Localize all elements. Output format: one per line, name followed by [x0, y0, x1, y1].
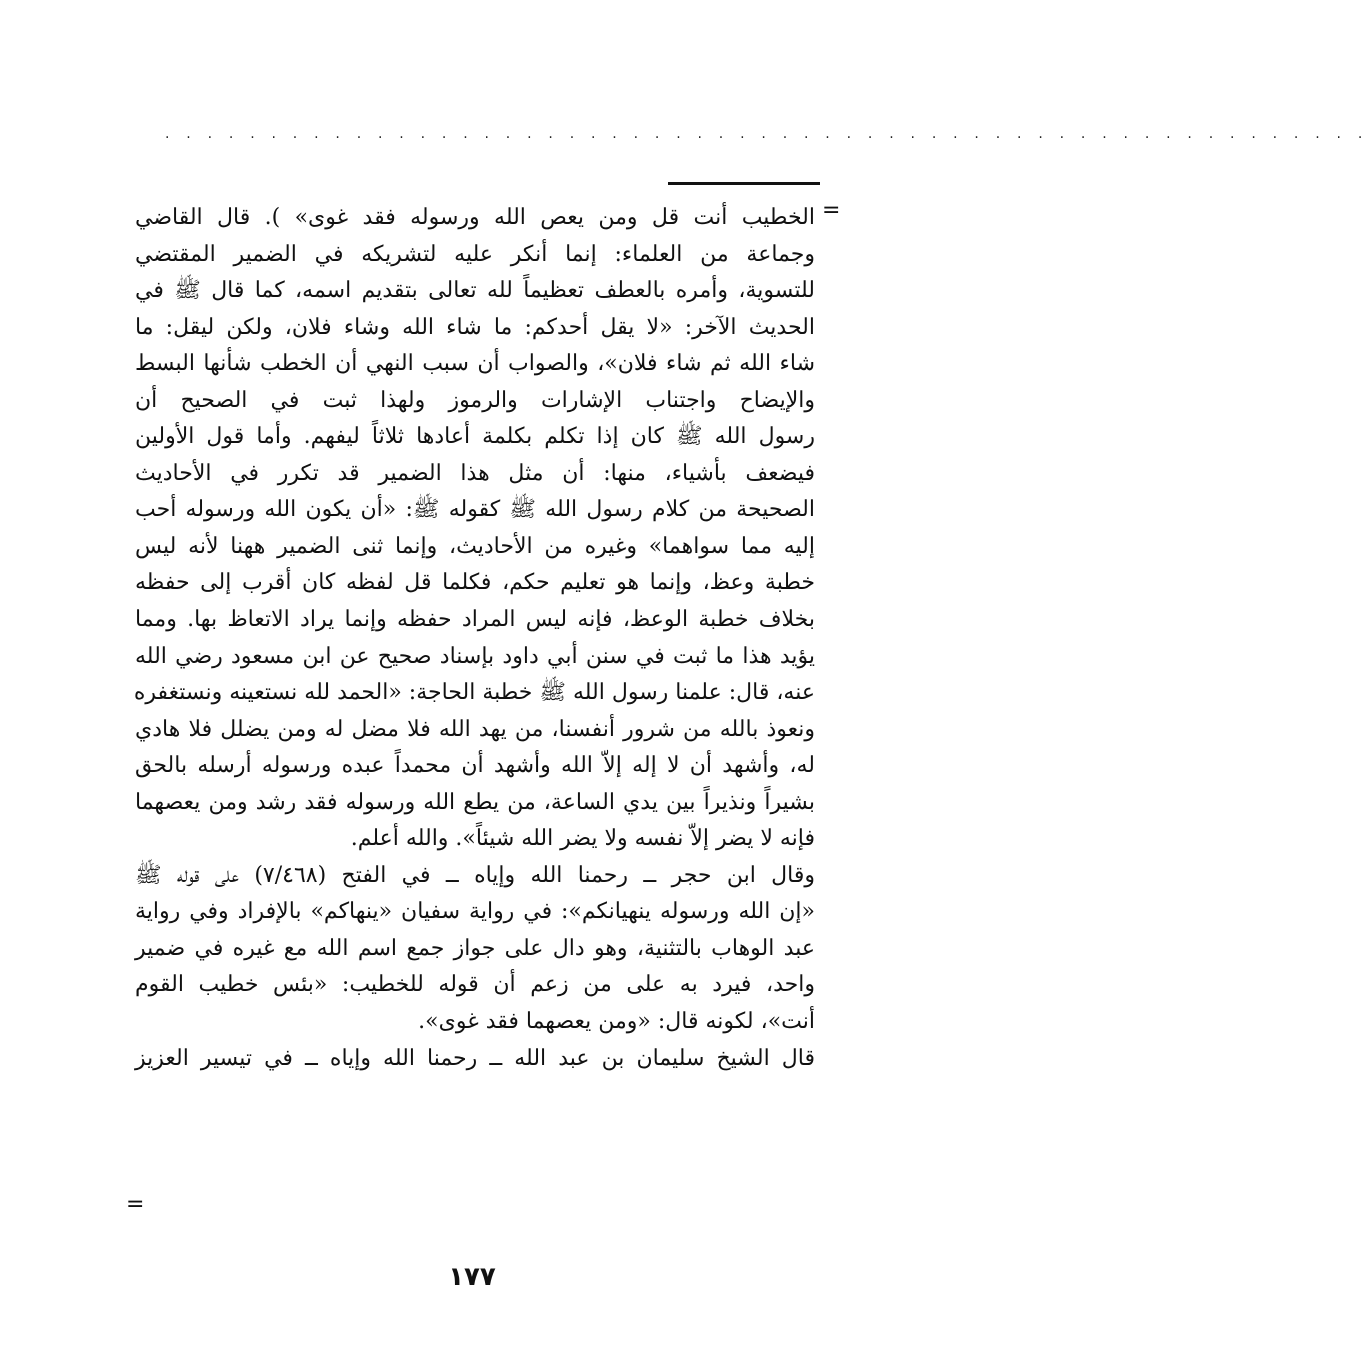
text-line: ونعوذ بالله من شرور أنفسنا، من يهد الله فلا مضل له ومن يضلل فلا هادي	[135, 716, 815, 742]
text-line: بخلاف خطبة الوعظ، فإنه ليس المراد حفظه وإنما يراد الاتعاظ بها. ومما	[135, 607, 815, 633]
text-line: «إن الله ورسوله ينهيانكم»: في رواية سفيان «ينهاكم» بالإفراد وفي رواية	[135, 899, 815, 925]
text-line: للتسوية، وأمره بالعطف تعظيماً لله تعالى بتقديم اسمه، كما قال ﷺ في	[135, 278, 815, 304]
text-line: قال الشيخ سليمان بن عبد الله ــ رحمنا الله وإياه ــ في تيسير العزيز	[135, 1045, 815, 1071]
text-line: فيضعف بأشياء، منها: أن مثل هذا الضمير قد تكرر في الأحاديث	[135, 460, 815, 486]
text-line: يؤيد هذا ما ثبت في سنن أبي داود بإسناد صحيح عن ابن مسعود رضي الله	[135, 643, 815, 669]
text-line: الحديث الآخر: «لا يقل أحدكم: ما شاء الله وشاء فلان، ولكن ليقل: ما	[135, 314, 815, 340]
text-line: والإيضاح واجتناب الإشارات والرموز ولهذا ثبت في الصحيح أن	[135, 387, 815, 413]
text-line: خطبة وعظ، وإنما هو تعليم حكم، فكلما قل لفظه كان أقرب إلى حفظه	[135, 570, 815, 596]
text-line: وقال ابن حجر ــ رحمنا الله وإياه ــ في الفتح (٧/٤٦٨) على قوله ﷺ	[135, 862, 815, 888]
page-number: ١٧٧	[448, 1262, 496, 1292]
text-line: إليه مما سواهما» وغيره من الأحاديث، وإنما ثنى الضمير ههنا لأنه ليس	[135, 533, 815, 559]
text-line: له، وأشهد أن لا إله إلاّ الله وأشهد أن محمداً عبده ورسوله أرسله بالحق	[135, 753, 815, 779]
text-line: عنه، قال: علمنا رسول الله ﷺ خطبة الحاجة: «الحمد لله نستعينه ونستغفره	[133, 680, 815, 706]
text-line: الخطيب أنت قل ومن يعص الله ورسوله فقد غوى» ). قال القاضي	[135, 205, 815, 230]
text-line: أنت»، لكونه قال: «ومن يعصهما فقد غوى».	[418, 1009, 815, 1035]
dotted-separator: · · · · · · · · · · · · · · · · · · · · · · · · · · · · · · · · · · · · · · · · · · · · · · · · · · · · · · · · ·	[165, 130, 1368, 146]
text-line: شاء الله ثم شاء فلان»، والصواب أن سبب النهي أن الخطب شأنها البسط	[135, 351, 815, 377]
text-line: واحد، فيرد به على من زعم أن قوله للخطيب: «بئس خطيب القوم	[135, 972, 815, 998]
text-line: بشيراً ونذيراً بين يدي الساعة، من يطع الله ورسوله فقد رشد ومن يعصهما	[135, 789, 815, 815]
text-line: وجماعة من العلماء: إنما أنكر عليه لتشريكه في الضمير المقتضي	[135, 241, 815, 267]
footnote-body	[135, 200, 815, 1077]
text-line: فإنه لا يضر إلاّ نفسه ولا يضر الله شيئاً». والله أعلم.	[350, 826, 815, 852]
text-line: رسول الله ﷺ كان إذا تكلم بكلمة أعادها ثلاثاً ليفهم. وأما قول الأولين	[135, 424, 815, 450]
footnote-rule	[668, 182, 820, 185]
text-line: الصحيحة من كلام رسول الله ﷺ كقوله ﷺ: «أن يكون الله ورسوله أحب	[135, 497, 815, 523]
continuation-mark-top: =	[822, 198, 841, 223]
text-line: عبد الوهاب بالتثنية، وهو دال على جواز جمع اسم الله مع غيره في ضمير	[135, 935, 815, 961]
continuation-mark-bottom: =	[126, 1192, 145, 1217]
